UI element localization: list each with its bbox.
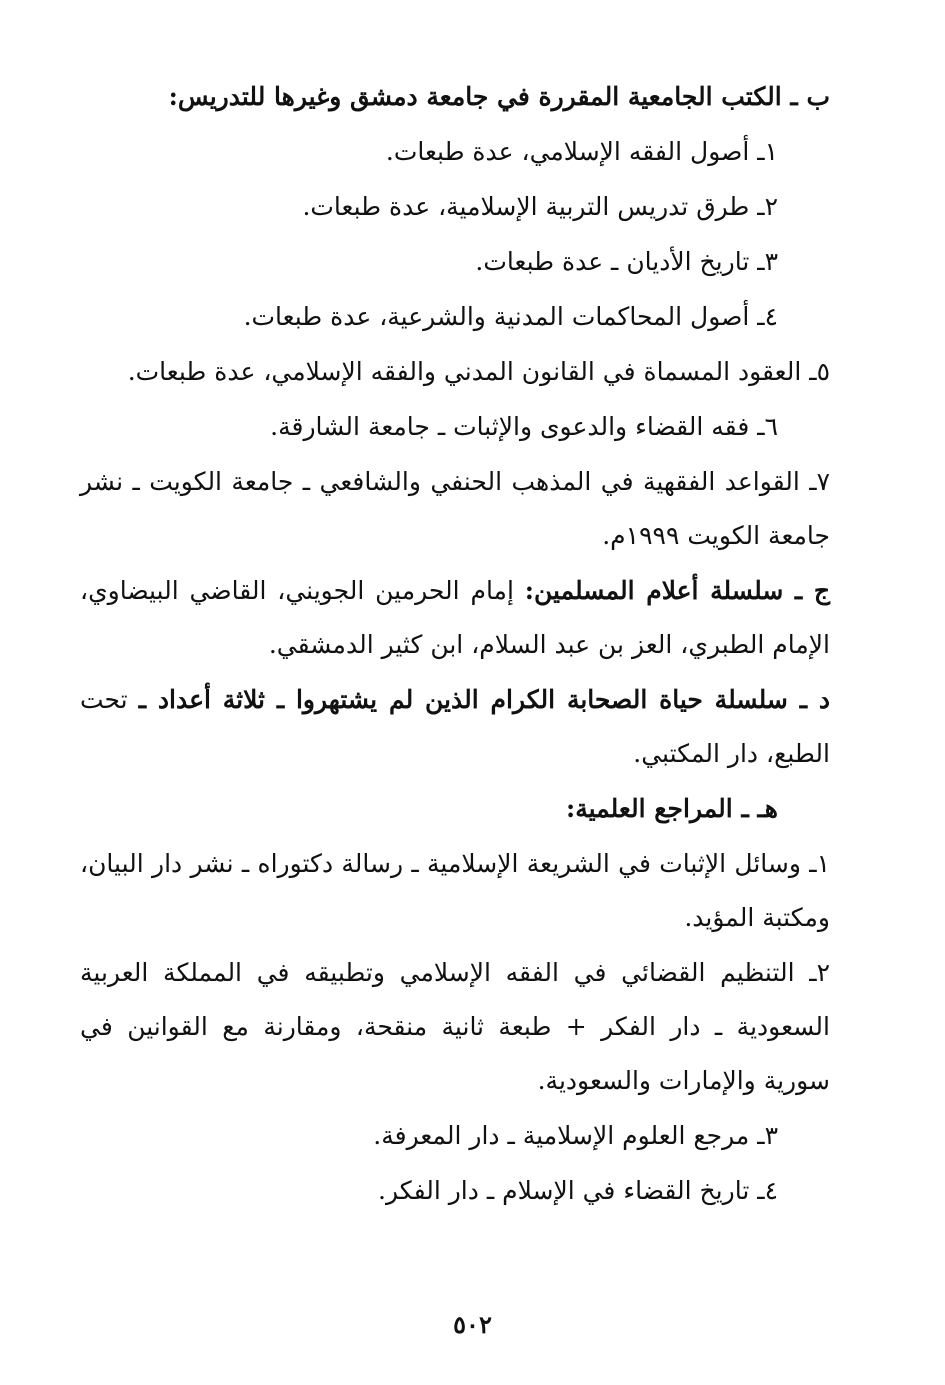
section-b-item-4: ٤ـ أصول المحاكمات المدنية والشرعية، عدة طبعات. bbox=[243, 302, 778, 331]
page-body bbox=[80, 70, 830, 1219]
section-h-item-4: ٤ـ تاريخ القضاء في الإسلام ـ دار الفكر. bbox=[378, 1176, 778, 1205]
page-number: ٥٠٢ bbox=[453, 1310, 492, 1339]
section-d-label: د ـ سلسلة حياة الصحابة الكرام الذين لم يشتهروا ـ ثلاثة أعداد ـ bbox=[138, 685, 830, 714]
section-d-paragraph bbox=[80, 673, 830, 781]
section-b-item-1: ١ـ أصول الفقه الإسلامي، عدة طبعات. bbox=[385, 137, 778, 166]
section-b-heading: ب ـ الكتب الجامعية المقررة في جامعة دمشق وغيرها للتدريس: bbox=[168, 82, 830, 111]
section-c-text: إمام الحرمين الجويني، القاضي البيضاوي، الإمام الطبري، العز بن عبد السلام، ابن كثير الدمشقي. bbox=[80, 576, 830, 659]
section-h-item-3: ٣ـ مرجع العلوم الإسلامية ـ دار المعرفة. bbox=[373, 1121, 778, 1150]
section-c-label: ج ـ سلسلة أعلام المسلمين: bbox=[524, 576, 831, 605]
section-b-item-6: ٦ـ فقه القضاء والدعوى والإثبات ـ جامعة الشارقة. bbox=[270, 412, 778, 441]
section-h-item-1: ١ـ وسائل الإثبات في الشريعة الإسلامية ـ رسالة دكتوراه ـ نشر دار البيان، ومكتبة المؤيد. bbox=[80, 849, 830, 932]
section-b-item-3: ٣ـ تاريخ الأديان ـ عدة طبعات. bbox=[475, 247, 778, 276]
section-h-heading: هـ ـ المراجع العلمية: bbox=[566, 794, 778, 823]
section-c-paragraph bbox=[80, 564, 830, 672]
section-d-text: تحت الطبع، دار المكتبي. bbox=[80, 685, 830, 768]
section-b-item-7: ٧ـ القواعد الفقهية في المذهب الحنفي والشافعي ـ جامعة الكويت ـ نشر جامعة الكويت ١٩٩٩م. bbox=[80, 467, 830, 550]
section-b-item-5: ٥ـ العقود المسماة في القانون المدني والفقه الإسلامي، عدة طبعات. bbox=[127, 357, 830, 386]
section-b-item-2: ٢ـ طرق تدريس التربية الإسلامية، عدة طبعات. bbox=[302, 192, 778, 221]
section-h-item-2: ٢ـ التنظيم القضائي في الفقه الإسلامي وتطبيقه في المملكة العربية السعودية ـ دار الفكر + طبعة ثانية منقحة، ومقارنة مع القوانين في سورية والإمارات والسعودية. bbox=[80, 958, 830, 1095]
